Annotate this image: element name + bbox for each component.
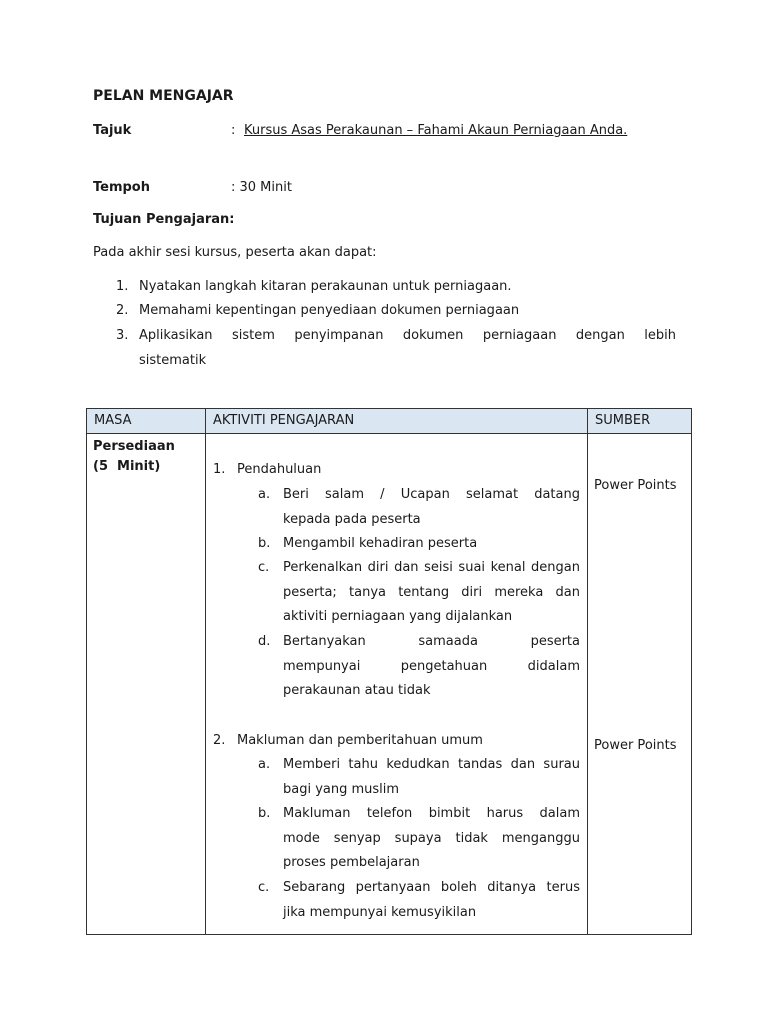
item-line: mode senyap supaya tidak menganggu [283, 830, 580, 846]
objective-number: 1. [116, 279, 129, 294]
objective-number: 3. [116, 328, 129, 343]
sumber-item: Power Points [594, 738, 677, 753]
table-header-row [87, 409, 692, 434]
item-line: Mengambil kehadiran peserta [283, 536, 478, 551]
objective-text: Nyatakan langkah kitaran perakaunan untuk perniagaan. [139, 279, 512, 294]
header-aktiviti: AKTIVITI PENGAJARAN [206, 409, 588, 434]
item-line: aktiviti perniagaan yang dijalankan [283, 609, 513, 624]
item-line: Memberi tahu kedudkan tandas dan surau [283, 757, 580, 772]
item-line: proses pembelajaran [283, 855, 420, 870]
item-line: kepada pada peserta [283, 511, 421, 527]
item-line: Sebarang pertanyaan boleh ditanya terus [283, 880, 580, 895]
objective-text: Memahami kepentingan penyediaan dokumen perniagaan [139, 303, 520, 318]
header-sumber: SUMBER [588, 409, 692, 434]
item-line: jika mempunyai kemusyikilan [283, 904, 477, 920]
cell-sumber [588, 434, 692, 935]
section-number: 2. [213, 733, 226, 748]
sumber-item: Power Points [594, 478, 677, 493]
cell-aktiviti [206, 434, 588, 935]
table-row [87, 434, 692, 935]
lesson-plan-table [86, 408, 692, 935]
item-letter: c. [258, 560, 270, 575]
item-letter: d. [258, 634, 271, 649]
item-line: peserta; tanya tentang diri mereka dan [283, 584, 580, 600]
masa-label: Persediaan [93, 439, 175, 454]
tajuk-label: Tajuk [93, 123, 132, 138]
item-line: Makluman telefon bimbit harus dalam [283, 806, 580, 821]
item-line: mempunyai pengetahuan didalam [283, 658, 580, 674]
item-letter: b. [258, 536, 271, 551]
item-letter: b. [258, 806, 271, 821]
tajuk-value: Kursus Asas Perakaunan – Fahami Akaun Perniagaan Anda. [244, 123, 628, 138]
section-title: Pendahuluan [237, 462, 322, 477]
section-number: 1. [213, 462, 226, 477]
tempoh-value: : 30 Minit [231, 180, 292, 195]
objective-text-continued: sistematik [139, 353, 207, 368]
objective-text: Aplikasikan sistem penyimpanan dokumen perniagaan dengan lebih [139, 328, 676, 343]
item-line: Bertanyakan samaada peserta [283, 634, 580, 649]
tempoh-label: Tempoh [93, 180, 150, 195]
masa-duration: (5 Minit) [93, 459, 161, 474]
item-line: perakaunan atau tidak [283, 683, 431, 698]
item-letter: a. [258, 487, 271, 502]
item-letter: c. [258, 880, 270, 895]
item-line: Beri salam / Ucapan selamat datang [283, 487, 580, 502]
tajuk-separator: : [231, 123, 236, 138]
cell-masa [87, 434, 206, 935]
item-letter: a. [258, 757, 271, 772]
tujuan-heading: Tujuan Pengajaran: [93, 212, 235, 227]
item-line: Perkenalkan diri dan seisi suai kenal dengan [283, 560, 580, 575]
intro-text: Pada akhir sesi kursus, peserta akan dapat: [93, 245, 377, 260]
header-masa: MASA [87, 409, 206, 434]
objective-number: 2. [116, 303, 129, 318]
section-title: Makluman dan pemberitahuan umum [237, 733, 483, 748]
document-title: PELAN MENGAJAR [93, 88, 234, 104]
item-line: bagi yang muslim [283, 781, 400, 797]
